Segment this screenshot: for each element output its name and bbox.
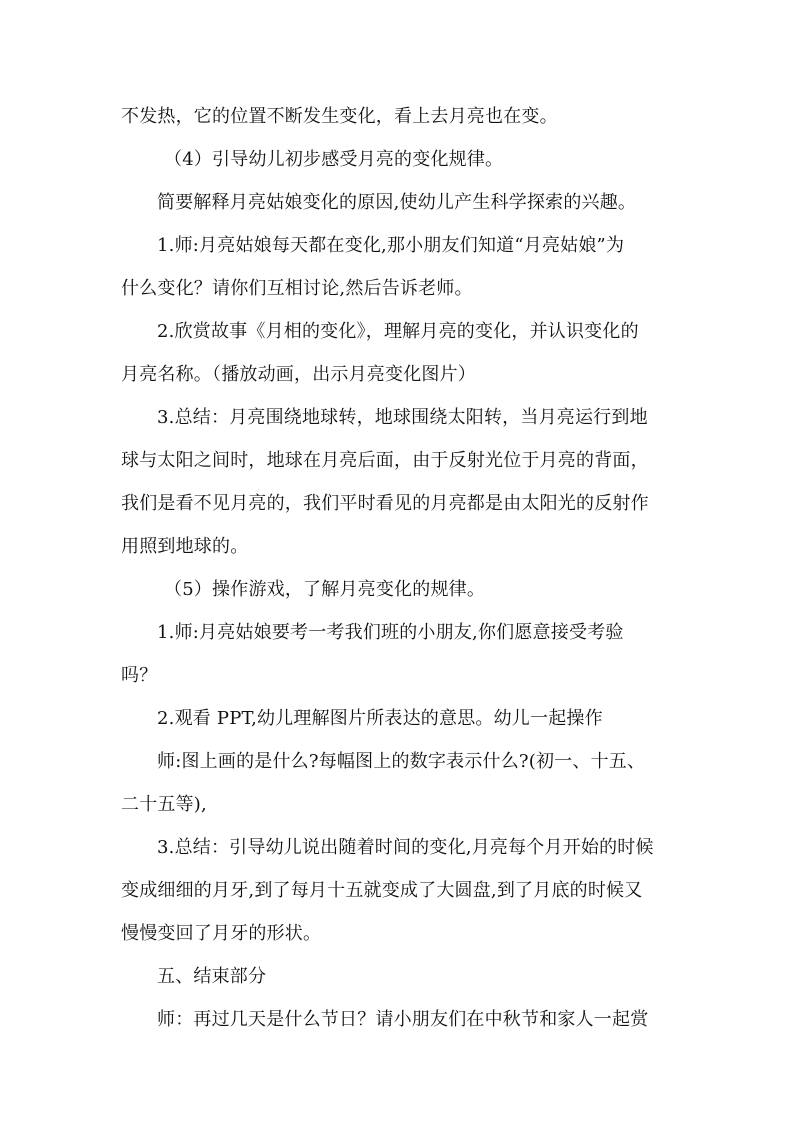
text-line-20: 慢慢变回了月牙的形状。: [121, 923, 322, 944]
section-heading: 五、结束部分: [157, 966, 267, 987]
text-line-19: 变成细细的月牙,到了每月十五就变成了大圆盘,到了月底的时候又: [121, 880, 643, 901]
text-line-6: 2.欣赏故事《月相的变化》，理解月亮的变化，并认识变化的: [157, 321, 639, 342]
text-line-9: 球与太阳之间时，地球在月亮后面，由于反射光位于月亮的背面，: [121, 450, 649, 471]
text-line-14: 吗？: [121, 665, 158, 686]
text-line-12: （5）操作游戏，了解月亮变化的规律。: [164, 579, 486, 600]
text-line-2: （4）引导幼儿初步感受月亮的变化规律。: [164, 149, 504, 170]
text-line-17: 二十五等),: [121, 794, 207, 815]
text-line-10: 我们是看不见月亮的，我们平时看见的月亮都是由太阳光的反射作: [121, 493, 649, 514]
text-line-7: 月亮名称。（播放动画，出示月亮变化图片）: [121, 364, 476, 385]
text-line-18: 3.总结：引导幼儿说出随着时间的变化,月亮每个月开始的时候: [157, 837, 654, 858]
text-line-5: 什么变化？请你们互相讨论,然后告诉老师。: [121, 278, 473, 299]
text-line-13: 1.师:月亮姑娘要考一考我们班的小朋友,你们愿意接受考验: [157, 622, 624, 643]
text-line-4: 1.师:月亮姑娘每天都在变化,那小朋友们知道“月亮姑娘”为: [157, 235, 625, 256]
text-line-16: 师:图上画的是什么?每幅图上的数字表示什么?(初一、十五、: [157, 751, 646, 772]
text-line-1: 不发热，它的位置不断发生变化，看上去月亮也在变。: [121, 106, 558, 127]
text-line-11: 用照到地球的。: [121, 536, 249, 557]
text-line-8: 3.总结：月亮围绕地球转，地球围绕太阳转，当月亮运行到地: [157, 407, 648, 428]
text-line-3: 简要解释月亮姑娘变化的原因,使幼儿产生科学探索的兴趣。: [157, 192, 637, 213]
text-line-22: 师：再过几天是什么节日？请小朋友们在中秋节和家人一起赏: [157, 1009, 649, 1030]
text-line-15: 2.观看 PPT,幼儿理解图片所表达的意思。幼儿一起操作: [157, 708, 603, 729]
